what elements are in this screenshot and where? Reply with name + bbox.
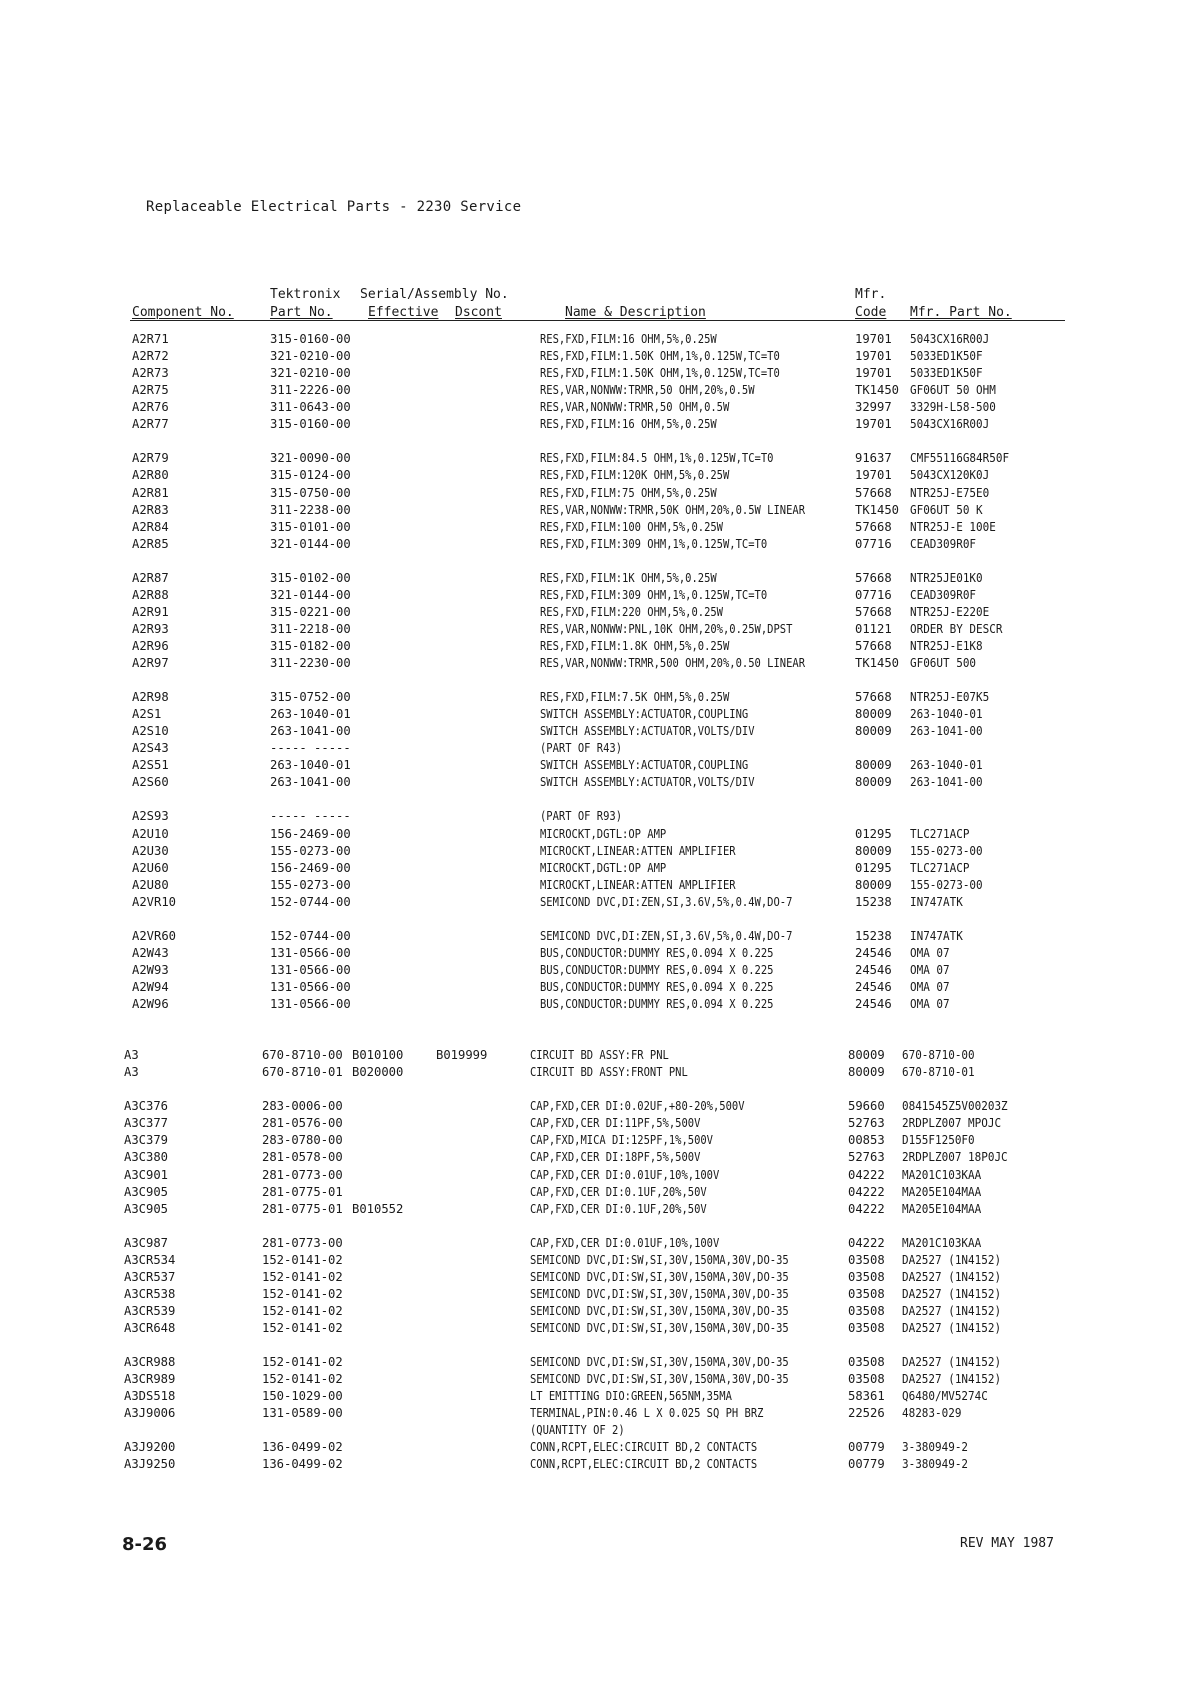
component-no: A2VR10 xyxy=(132,894,177,909)
component-no: A3 xyxy=(124,1048,139,1063)
component-no: A2R71 xyxy=(132,332,169,346)
mfr-code: 80009 xyxy=(848,1065,885,1080)
mfr-code: 24546 xyxy=(855,979,892,994)
mfr-code: 00779 xyxy=(848,1457,885,1472)
mfr-part-no: TLC271ACP xyxy=(910,860,970,875)
mfr-part-no: DA2527 (1N4152) xyxy=(902,1320,1002,1335)
mfr-part-no: 670-8710-00 xyxy=(902,1048,975,1063)
part-no: 136-0499-02 xyxy=(262,1440,343,1455)
name-description: CAP,FXD,CER DI:0.02UF,+80-20%,500V xyxy=(530,1099,745,1114)
component-no: A2R80 xyxy=(132,468,169,483)
mfr-code: 59660 xyxy=(848,1099,885,1114)
component-no: A2R72 xyxy=(132,349,169,364)
component-no: A2R88 xyxy=(132,587,169,602)
component-no: A3CR989 xyxy=(124,1372,176,1386)
component-no: A2S10 xyxy=(132,724,169,739)
name-description: CAP,FXD,MICA DI:125PF,1%,500V xyxy=(530,1133,714,1148)
part-no: 315-0182-00 xyxy=(270,638,351,653)
mfr-code: 24546 xyxy=(855,962,892,977)
name-description: SWITCH ASSEMBLY:ACTUATOR,VOLTS/DIV xyxy=(540,724,755,739)
mfr-code: 19701 xyxy=(855,417,892,432)
component-no: A3J9006 xyxy=(124,1406,176,1421)
part-no: 670-8710-00 xyxy=(262,1048,343,1063)
part-no: 152-0141-02 xyxy=(262,1355,343,1369)
name-description: SEMICOND DVC,DI:SW,SI,30V,150MA,30V,DO-35 xyxy=(530,1286,789,1301)
name-description: BUS,CONDUCTOR:DUMMY RES,0.094 X 0.225 xyxy=(540,997,774,1011)
mfr-part-no: 670-8710-01 xyxy=(902,1065,975,1080)
mfr-part-no: 5043CX120K0J xyxy=(910,468,990,483)
mfr-part-no: 48283-029 xyxy=(902,1406,962,1421)
header-serial-assembly: Serial/Assembly No. xyxy=(360,287,509,302)
mfr-code: 52763 xyxy=(848,1150,885,1165)
name-description: RES,FXD,FILM:309 OHM,1%,0.125W,TC=T0 xyxy=(540,536,768,551)
component-no: A2R96 xyxy=(132,638,169,653)
component-no: A3C379 xyxy=(124,1133,169,1148)
mfr-part-no: DA2527 (1N4152) xyxy=(902,1252,1002,1267)
part-no: 315-0160-00 xyxy=(270,332,351,346)
name-description: RES,FXD,FILM:1.50K OHM,1%,0.125W,TC=T0 xyxy=(540,366,780,381)
header-component-no: Component No. xyxy=(132,305,234,320)
mfr-part-no: DA2527 (1N4152) xyxy=(902,1269,1002,1284)
component-no: A2R83 xyxy=(132,502,169,517)
component-no: A2W94 xyxy=(132,979,169,994)
part-no: 156-2469-00 xyxy=(270,860,351,875)
mfr-part-no: 5043CX16R00J xyxy=(910,417,990,432)
mfr-part-no: TLC271ACP xyxy=(910,826,970,841)
header-effective: Effective xyxy=(368,305,439,320)
component-no: A3CR988 xyxy=(124,1355,176,1369)
component-no: A2R84 xyxy=(132,519,169,534)
part-no: 311-2230-00 xyxy=(270,656,351,670)
part-no: 281-0578-00 xyxy=(262,1150,343,1165)
component-no: A2VR60 xyxy=(132,928,177,943)
component-no: A3C376 xyxy=(124,1099,169,1114)
name-description: CONN,RCPT,ELEC:CIRCUIT BD,2 CONTACTS xyxy=(530,1440,758,1455)
part-no: 152-0744-00 xyxy=(270,894,351,909)
component-no: A2R93 xyxy=(132,621,169,636)
part-no: 321-0210-00 xyxy=(270,366,351,381)
name-description: (PART OF R93) xyxy=(540,809,623,824)
mfr-part-no: Q6480/MV5274C xyxy=(902,1389,988,1404)
mfr-part-no: MA205E104MAA xyxy=(902,1201,982,1216)
component-no: A3J9200 xyxy=(124,1440,176,1455)
mfr-part-no: NTR25JE01K0 xyxy=(910,570,983,585)
name-description: CAP,FXD,CER DI:0.1UF,20%,50V xyxy=(530,1184,707,1199)
component-no: A3CR538 xyxy=(124,1286,176,1301)
name-description: (QUANTITY OF 2) xyxy=(530,1423,625,1438)
component-no: A2R85 xyxy=(132,536,169,551)
name-description: CIRCUIT BD ASSY:FRONT PNL xyxy=(530,1065,688,1080)
mfr-code: 01295 xyxy=(855,826,892,841)
part-no: 283-0006-00 xyxy=(262,1099,343,1114)
part-no: 131-0566-00 xyxy=(270,997,351,1011)
mfr-part-no: OMA 07 xyxy=(910,962,950,977)
part-no: 281-0773-00 xyxy=(262,1235,343,1250)
mfr-code: TK1450 xyxy=(855,502,900,517)
mfr-code: 19701 xyxy=(855,366,892,381)
part-no: 321-0144-00 xyxy=(270,587,351,602)
mfr-part-no: MA205E104MAA xyxy=(902,1184,982,1199)
mfr-part-no: NTR25J-E07K5 xyxy=(910,690,990,704)
part-no: 315-0102-00 xyxy=(270,570,351,585)
mfr-part-no: 263-1041-00 xyxy=(910,724,983,739)
mfr-part-no: DA2527 (1N4152) xyxy=(902,1303,1002,1318)
name-description: RES,FXD,FILM:1.50K OHM,1%,0.125W,TC=T0 xyxy=(540,349,780,364)
mfr-code: 80009 xyxy=(855,707,892,722)
component-no: A3C905 xyxy=(124,1201,169,1216)
name-description: SEMICOND DVC,DI:SW,SI,30V,150MA,30V,DO-35 xyxy=(530,1252,789,1267)
mfr-code: 00779 xyxy=(848,1440,885,1455)
mfr-part-no: 155-0273-00 xyxy=(910,877,983,892)
mfr-part-no: 3-380949-2 xyxy=(902,1457,969,1472)
name-description: CAP,FXD,CER DI:0.1UF,20%,50V xyxy=(530,1201,707,1216)
mfr-part-no: OMA 07 xyxy=(910,997,950,1011)
mfr-part-no: DA2527 (1N4152) xyxy=(902,1372,1002,1386)
name-description: RES,FXD,FILM:75 OHM,5%,0.25W xyxy=(540,485,717,500)
mfr-part-no: 263-1040-01 xyxy=(910,707,983,722)
part-no: 263-1040-01 xyxy=(270,758,351,773)
mfr-part-no: MA201C103KAA xyxy=(902,1235,982,1250)
mfr-part-no: NTR25J-E75E0 xyxy=(910,485,990,500)
mfr-part-no: CMF55116G84R50F xyxy=(910,451,1010,466)
part-no: 131-0566-00 xyxy=(270,945,351,960)
mfr-code: 03508 xyxy=(848,1320,885,1335)
part-no: 281-0775-01 xyxy=(262,1184,343,1199)
part-no: 263-1041-00 xyxy=(270,775,351,790)
mfr-code: 24546 xyxy=(855,945,892,960)
component-no: A3C901 xyxy=(124,1167,169,1182)
part-no: 263-1040-01 xyxy=(270,707,351,722)
mfr-code: 80009 xyxy=(855,758,892,773)
part-no: 311-2226-00 xyxy=(270,383,351,398)
part-no: 321-0090-00 xyxy=(270,451,351,466)
part-no: 670-8710-01 xyxy=(262,1065,343,1080)
component-no: A3CR534 xyxy=(124,1252,176,1267)
name-description: CIRCUIT BD ASSY:FR PNL xyxy=(530,1048,669,1063)
mfr-part-no: 0841545Z5V00203Z xyxy=(902,1099,1008,1114)
mfr-part-no: 5033ED1K50F xyxy=(910,366,983,381)
mfr-code: 01121 xyxy=(855,621,892,636)
component-no: A2S93 xyxy=(132,809,169,824)
part-no: 315-0221-00 xyxy=(270,604,351,619)
part-no: 315-0124-00 xyxy=(270,468,351,483)
mfr-code: 01295 xyxy=(855,860,892,875)
part-no: 131-0566-00 xyxy=(270,979,351,994)
component-no: A3 xyxy=(124,1065,139,1080)
name-description: MICROCKT,DGTL:OP AMP xyxy=(540,860,667,875)
name-description: RES,FXD,FILM:120K OHM,5%,0.25W xyxy=(540,468,730,483)
header-mfr: Mfr. xyxy=(855,287,887,302)
part-no: 281-0775-01 xyxy=(262,1201,343,1216)
name-description: RES,FXD,FILM:16 OHM,5%,0.25W xyxy=(540,417,717,432)
part-no: 311-0643-00 xyxy=(270,400,351,415)
name-description: (PART OF R43) xyxy=(540,741,623,756)
name-description: CAP,FXD,CER DI:0.01UF,10%,100V xyxy=(530,1235,720,1250)
component-no: A2U30 xyxy=(132,843,169,858)
mfr-part-no: GF06UT 500 xyxy=(910,656,977,670)
part-no: ----- ----- xyxy=(270,809,351,824)
mfr-code: 57668 xyxy=(855,690,892,704)
name-description: MICROCKT,DGTL:OP AMP xyxy=(540,826,667,841)
component-no: A2W43 xyxy=(132,945,169,960)
name-description: CAP,FXD,CER DI:0.01UF,10%,100V xyxy=(530,1167,720,1182)
part-no: 311-2238-00 xyxy=(270,502,351,517)
mfr-part-no: DA2527 (1N4152) xyxy=(902,1286,1002,1301)
mfr-code: 19701 xyxy=(855,349,892,364)
name-description: SWITCH ASSEMBLY:ACTUATOR,COUPLING xyxy=(540,758,749,773)
part-no: 152-0141-02 xyxy=(262,1286,343,1301)
page-number: 8-26 xyxy=(122,1534,168,1555)
part-no: 131-0566-00 xyxy=(270,962,351,977)
part-no: 150-1029-00 xyxy=(262,1389,343,1404)
mfr-part-no: NTR25J-E 100E xyxy=(910,519,996,534)
mfr-code: 03508 xyxy=(848,1269,885,1284)
component-no: A2U10 xyxy=(132,826,169,841)
component-no: A2R87 xyxy=(132,570,169,585)
component-no: A3DS518 xyxy=(124,1389,176,1404)
part-no: 321-0144-00 xyxy=(270,536,351,551)
part-no: 315-0750-00 xyxy=(270,485,351,500)
part-no: 155-0273-00 xyxy=(270,877,351,892)
part-no: 321-0210-00 xyxy=(270,349,351,364)
mfr-part-no: CEAD309R0F xyxy=(910,536,977,551)
name-description: MICROCKT,LINEAR:ATTEN AMPLIFIER xyxy=(540,877,736,892)
part-no: 281-0576-00 xyxy=(262,1116,343,1131)
mfr-code: 03508 xyxy=(848,1372,885,1386)
part-no: 315-0101-00 xyxy=(270,519,351,534)
mfr-part-no: IN747ATK xyxy=(910,894,963,909)
mfr-code: TK1450 xyxy=(855,383,900,398)
mfr-code: 32997 xyxy=(855,400,892,415)
mfr-code: 04222 xyxy=(848,1184,885,1199)
mfr-code: 19701 xyxy=(855,468,892,483)
component-no: A2U60 xyxy=(132,860,169,875)
name-description: SEMICOND DVC,DI:SW,SI,30V,150MA,30V,DO-35 xyxy=(530,1303,789,1318)
part-no: 281-0773-00 xyxy=(262,1167,343,1182)
name-description: CAP,FXD,CER DI:18PF,5%,500V xyxy=(530,1150,701,1165)
component-no: A3C377 xyxy=(124,1116,169,1131)
part-no: 315-0160-00 xyxy=(270,417,351,432)
mfr-code: 57668 xyxy=(855,485,892,500)
component-no: A2R77 xyxy=(132,417,169,432)
mfr-code: 80009 xyxy=(855,877,892,892)
mfr-code: 22526 xyxy=(848,1406,885,1421)
name-description: TERMINAL,PIN:0.46 L X 0.025 SQ PH BRZ xyxy=(530,1406,764,1421)
mfr-code: 15238 xyxy=(855,894,892,909)
discontinued-serial: B019999 xyxy=(436,1048,488,1063)
name-description: SWITCH ASSEMBLY:ACTUATOR,COUPLING xyxy=(540,707,749,722)
component-no: A2S43 xyxy=(132,741,169,756)
mfr-part-no: OMA 07 xyxy=(910,945,950,960)
mfr-part-no: MA201C103KAA xyxy=(902,1167,982,1182)
mfr-code: 52763 xyxy=(848,1116,885,1131)
part-no: 152-0141-02 xyxy=(262,1269,343,1284)
mfr-part-no: 5033ED1K50F xyxy=(910,349,983,364)
mfr-part-no: NTR25J-E1K8 xyxy=(910,638,983,653)
component-no: A2U80 xyxy=(132,877,169,892)
part-no: ----- ----- xyxy=(270,741,351,756)
mfr-code: 00853 xyxy=(848,1133,885,1148)
part-no: 263-1041-00 xyxy=(270,724,351,739)
mfr-code: 80009 xyxy=(855,775,892,790)
mfr-code: 80009 xyxy=(855,724,892,739)
part-no: 283-0780-00 xyxy=(262,1133,343,1148)
mfr-part-no: GF06UT 50 K xyxy=(910,502,983,517)
name-description: RES,FXD,FILM:220 OHM,5%,0.25W xyxy=(540,604,724,619)
mfr-part-no: ORDER BY DESCR xyxy=(910,621,1003,636)
component-no: A3C380 xyxy=(124,1150,169,1165)
mfr-code: 57668 xyxy=(855,638,892,653)
mfr-code: 57668 xyxy=(855,570,892,585)
mfr-code: 80009 xyxy=(855,843,892,858)
component-no: A3CR648 xyxy=(124,1320,176,1335)
mfr-part-no: 5043CX16R00J xyxy=(910,332,990,346)
part-no: 156-2469-00 xyxy=(270,826,351,841)
mfr-part-no: DA2527 (1N4152) xyxy=(902,1355,1002,1369)
component-no: A3C905 xyxy=(124,1184,169,1199)
header-tektronix: Tektronix xyxy=(270,287,341,302)
mfr-part-no: 263-1041-00 xyxy=(910,775,983,790)
mfr-code: 07716 xyxy=(855,536,892,551)
component-no: A3CR539 xyxy=(124,1303,176,1318)
component-no: A2R98 xyxy=(132,690,169,704)
name-description: SEMICOND DVC,DI:SW,SI,30V,150MA,30V,DO-35 xyxy=(530,1372,789,1386)
name-description: RES,VAR,NONWW:TRMR,50 OHM,0.5W xyxy=(540,400,730,415)
mfr-code: 04222 xyxy=(848,1235,885,1250)
mfr-code: 03508 xyxy=(848,1286,885,1301)
mfr-part-no: GF06UT 50 OHM xyxy=(910,383,996,398)
name-description: SWITCH ASSEMBLY:ACTUATOR,VOLTS/DIV xyxy=(540,775,755,790)
name-description: RES,FXD,FILM:84.5 OHM,1%,0.125W,TC=T0 xyxy=(540,451,774,466)
part-no: 155-0273-00 xyxy=(270,843,351,858)
mfr-code: 57668 xyxy=(855,604,892,619)
name-description: SEMICOND DVC,DI:ZEN,SI,3.6V,5%,0.4W,DO-7 xyxy=(540,894,793,909)
part-no: 311-2218-00 xyxy=(270,621,351,636)
name-description: SEMICOND DVC,DI:ZEN,SI,3.6V,5%,0.4W,DO-7 xyxy=(540,928,793,943)
header-mfr-part-no: Mfr. Part No. xyxy=(910,305,1012,320)
mfr-code: 19701 xyxy=(855,332,892,346)
name-description: RES,VAR,NONWW:TRMR,500 OHM,20%,0.50 LINEAR xyxy=(540,656,806,670)
name-description: SEMICOND DVC,DI:SW,SI,30V,150MA,30V,DO-35 xyxy=(530,1320,789,1335)
mfr-code: 58361 xyxy=(848,1389,885,1404)
effective-serial: B020000 xyxy=(352,1065,404,1080)
component-no: A2W93 xyxy=(132,962,169,977)
mfr-code: 03508 xyxy=(848,1303,885,1318)
effective-serial: B010552 xyxy=(352,1201,404,1216)
header-code: Code xyxy=(855,305,887,320)
mfr-part-no: NTR25J-E220E xyxy=(910,604,990,619)
name-description: RES,FXD,FILM:7.5K OHM,5%,0.25W xyxy=(540,690,730,704)
name-description: RES,VAR,NONWW:TRMR,50 OHM,20%,0.5W xyxy=(540,383,755,398)
name-description: RES,FXD,FILM:1.8K OHM,5%,0.25W xyxy=(540,638,730,653)
component-no: A2R81 xyxy=(132,485,169,500)
component-no: A2R91 xyxy=(132,604,169,619)
name-description: CAP,FXD,CER DI:11PF,5%,500V xyxy=(530,1116,701,1131)
component-no: A3CR537 xyxy=(124,1269,176,1284)
mfr-part-no: 2RDPLZ007 18P0JC xyxy=(902,1150,1008,1165)
part-no: 152-0141-02 xyxy=(262,1320,343,1335)
mfr-part-no: 2RDPLZ007 MPOJC xyxy=(902,1116,1002,1131)
mfr-part-no: IN747ATK xyxy=(910,928,963,943)
part-no: 152-0141-02 xyxy=(262,1252,343,1267)
name-description: RES,VAR,NONWW:PNL,10K OHM,20%,0.25W,DPST xyxy=(540,621,793,636)
name-description: LT EMITTING DIO:GREEN,565NM,35MA xyxy=(530,1389,732,1404)
name-description: RES,FXD,FILM:309 OHM,1%,0.125W,TC=T0 xyxy=(540,587,768,602)
revision-date: REV MAY 1987 xyxy=(960,1536,1054,1551)
component-no: A2S51 xyxy=(132,758,169,773)
mfr-code: 57668 xyxy=(855,519,892,534)
name-description: RES,FXD,FILM:100 OHM,5%,0.25W xyxy=(540,519,724,534)
name-description: MICROCKT,LINEAR:ATTEN AMPLIFIER xyxy=(540,843,736,858)
mfr-part-no: CEAD309R0F xyxy=(910,587,977,602)
name-description: RES,FXD,FILM:1K OHM,5%,0.25W xyxy=(540,570,717,585)
component-no: A2R75 xyxy=(132,383,169,398)
mfr-code: TK1450 xyxy=(855,656,900,670)
component-no: A2R76 xyxy=(132,400,169,415)
part-no: 315-0752-00 xyxy=(270,690,351,704)
mfr-code: 80009 xyxy=(848,1048,885,1063)
component-no: A2R97 xyxy=(132,656,169,670)
header-dscont: Dscont xyxy=(455,305,502,320)
part-no: 152-0141-02 xyxy=(262,1303,343,1318)
name-description: RES,VAR,NONWW:TRMR,50K OHM,20%,0.5W LINEAR xyxy=(540,502,806,517)
name-description: SEMICOND DVC,DI:SW,SI,30V,150MA,30V,DO-35 xyxy=(530,1355,789,1369)
name-description: BUS,CONDUCTOR:DUMMY RES,0.094 X 0.225 xyxy=(540,945,774,960)
page-title: Replaceable Electrical Parts - 2230 Service xyxy=(146,199,522,215)
mfr-part-no: 3-380949-2 xyxy=(902,1440,969,1455)
part-no: 136-0499-02 xyxy=(262,1457,343,1472)
component-no: A2W96 xyxy=(132,997,169,1011)
header-part-no: Part No. xyxy=(270,305,333,320)
mfr-part-no: D155F1250F0 xyxy=(902,1133,975,1148)
mfr-code: 24546 xyxy=(855,997,892,1011)
component-no: A3J9250 xyxy=(124,1457,176,1472)
name-description: CONN,RCPT,ELEC:CIRCUIT BD,2 CONTACTS xyxy=(530,1457,758,1472)
mfr-code: 91637 xyxy=(855,451,892,466)
mfr-part-no: 263-1040-01 xyxy=(910,758,983,773)
name-description: RES,FXD,FILM:16 OHM,5%,0.25W xyxy=(540,332,717,346)
name-description: SEMICOND DVC,DI:SW,SI,30V,150MA,30V,DO-35 xyxy=(530,1269,789,1284)
name-description: BUS,CONDUCTOR:DUMMY RES,0.094 X 0.225 xyxy=(540,979,774,994)
mfr-part-no: 155-0273-00 xyxy=(910,843,983,858)
mfr-code: 04222 xyxy=(848,1201,885,1216)
mfr-code: 15238 xyxy=(855,928,892,943)
part-no: 152-0744-00 xyxy=(270,928,351,943)
component-no: A3C987 xyxy=(124,1235,169,1250)
name-description: BUS,CONDUCTOR:DUMMY RES,0.094 X 0.225 xyxy=(540,962,774,977)
component-no: A2R73 xyxy=(132,366,169,381)
mfr-code: 03508 xyxy=(848,1252,885,1267)
mfr-code: 03508 xyxy=(848,1355,885,1369)
part-no: 131-0589-00 xyxy=(262,1406,343,1421)
part-no: 152-0141-02 xyxy=(262,1372,343,1386)
component-no: A2S60 xyxy=(132,775,169,790)
effective-serial: B010100 xyxy=(352,1048,404,1063)
mfr-code: 07716 xyxy=(855,587,892,602)
mfr-part-no: OMA 07 xyxy=(910,979,950,994)
component-no: A2S1 xyxy=(132,707,162,722)
component-no: A2R79 xyxy=(132,451,169,466)
mfr-part-no: 3329H-L58-500 xyxy=(910,400,996,415)
mfr-code: 04222 xyxy=(848,1167,885,1182)
header-name-description: Name & Description xyxy=(565,305,706,320)
